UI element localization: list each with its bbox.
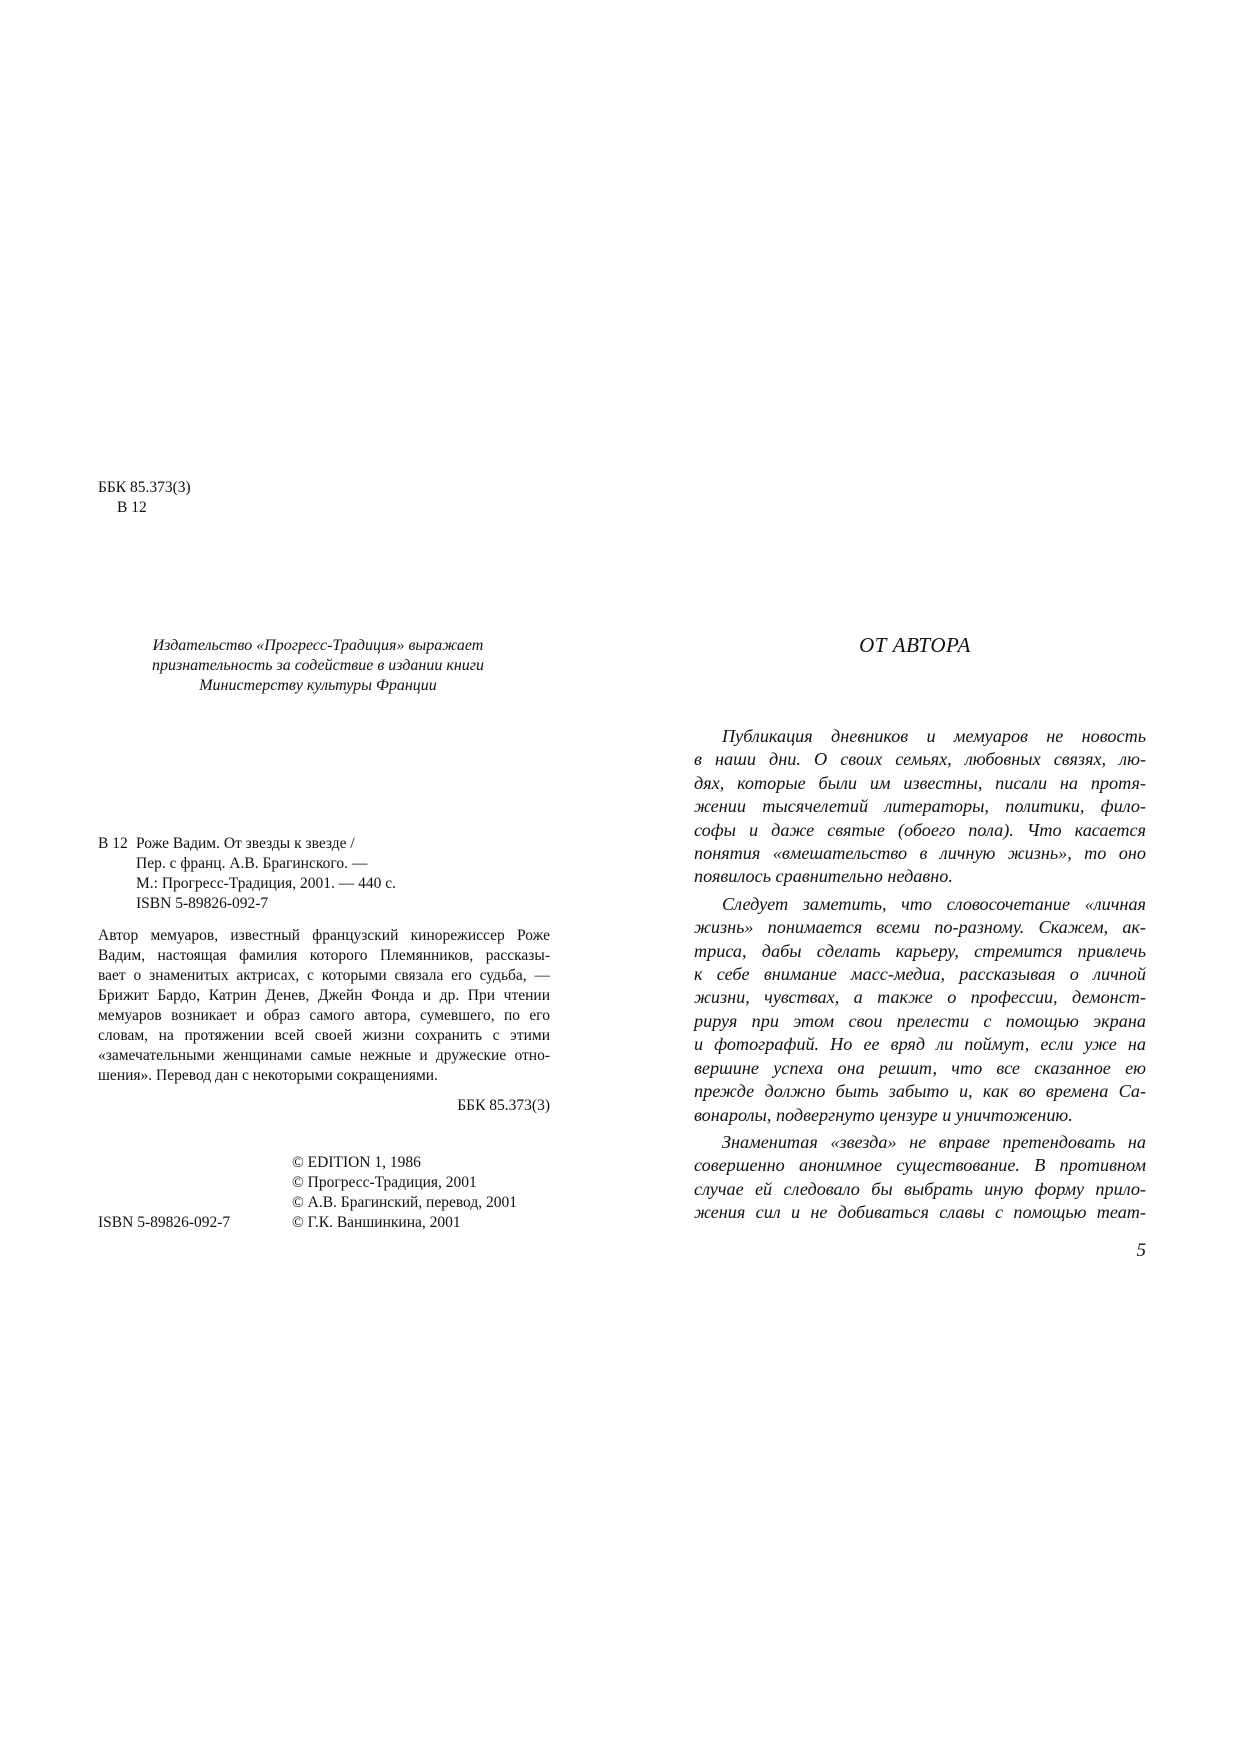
- annotation-line: мемуаров возникает и образ самого автора, сумевшего, по его: [98, 1007, 550, 1024]
- publisher-acknowledgement: [110, 636, 526, 696]
- annotation-line: вает о знаменитых актрисах, с которыми связала его судьба, —: [98, 967, 550, 984]
- text-line: и фотографий. Но ее вряд ли поймут, если уже на: [694, 1034, 1146, 1055]
- text-line: Публикация дневников и мемуаров не новость: [722, 726, 1146, 746]
- text-line: софы и даже святые (обоего пола). Что касается: [694, 819, 1146, 840]
- bibliographic-line: Роже Вадим. От звезды к звезде /: [136, 835, 355, 852]
- preface-text: [694, 725, 1146, 1225]
- annotation-line: словам, на протяжении всей своей жизни сохранить с этими: [98, 1027, 550, 1044]
- chapter-heading: ОТ АВТОРА: [859, 633, 971, 657]
- text-line: к себе внимание масс-медиа, рассказывая о личной: [694, 964, 1146, 985]
- paragraph: [694, 893, 1146, 1127]
- text-line: жении тысячелетий литераторы, политики, фило-: [694, 796, 1146, 817]
- text-line: вонаролы, подвергнуто цензуре и уничтожению.: [694, 1104, 1073, 1125]
- acknowledgement-line: Министерству культуры Франции: [199, 677, 437, 694]
- text-line: вершине успеха она решит, что все сказанное ею: [694, 1057, 1146, 1078]
- paragraph: [694, 1131, 1146, 1225]
- text-line: появилось сравнительно недавно.: [694, 866, 953, 887]
- copyright-block: [292, 1153, 517, 1233]
- acknowledgement-line: признательность за содействие в издании книги: [151, 657, 485, 674]
- text-line: рируя при этом свои прелести с помощью экрана: [694, 1010, 1146, 1031]
- text-line: совершенно анонимное существование. В противном: [694, 1155, 1146, 1176]
- bibliographic-line: Пер. с франц. А.В. Брагинского. —: [136, 855, 368, 872]
- copyright-line: © Прогресс-Традиция, 2001: [292, 1174, 477, 1191]
- annotation-line: Вадим, настоящая фамилия которого Племянников, рассказы-: [98, 947, 550, 964]
- bbk-classification-bottom: ББК 85.373(3): [457, 1097, 550, 1114]
- bbk-classification: ББК 85.373(3): [98, 479, 191, 496]
- text-line: прежде должно быть забыто и, как во времена Са-: [694, 1081, 1146, 1102]
- bibliographic-record: [136, 834, 396, 914]
- isbn: ISBN 5-89826-092-7: [98, 1214, 231, 1231]
- text-line: Знаменитая «звезда» не вправе претендовать на: [722, 1131, 1146, 1152]
- bibliographic-author-mark: В 12: [98, 835, 128, 852]
- acknowledgement-line: Издательство «Прогресс-Традиция» выражает: [152, 637, 484, 654]
- text-line: понятия «вмешательство в личную жизнь», то оно: [694, 843, 1146, 864]
- paragraph: [694, 725, 1146, 889]
- text-line: жизни, чувствах, а также о профессии, демонст-: [694, 987, 1146, 1008]
- bibliographic-line: М.: Прогресс-Традиция, 2001. — 440 с.: [136, 875, 396, 892]
- annotation-line: шения». Перевод дан с некоторыми сокращениями.: [98, 1067, 438, 1084]
- book-annotation: [98, 926, 550, 1086]
- text-line: Следует заметить, что словосочетание «личная: [722, 893, 1146, 914]
- annotation-line: Автор мемуаров, известный французский кинорежиссер Роже: [98, 927, 550, 944]
- text-line: жизнь» понимается всеми по-разному. Скажем, ак-: [694, 917, 1146, 938]
- text-line: в наши дни. О своих семьях, любовных связях, лю-: [694, 749, 1146, 770]
- annotation-line: Брижит Бардо, Катрин Денев, Джейн Фонда и др. При чтении: [98, 987, 550, 1004]
- bibliographic-line: ISBN 5-89826-092-7: [136, 895, 269, 912]
- text-line: триса, дабы сделать карьеру, стремится привлечь: [694, 940, 1146, 961]
- text-line: дях, которые были им известны, писали на протя-: [694, 772, 1146, 793]
- author-mark: В 12: [117, 499, 147, 516]
- page-number: 5: [1136, 1240, 1146, 1261]
- annotation-line: «замечательными женщинами самые нежные и дружеские отно-: [98, 1047, 550, 1064]
- copyright-line: © EDITION 1, 1986: [292, 1154, 421, 1171]
- copyright-line: © А.В. Брагинский, перевод, 2001: [292, 1194, 517, 1211]
- text-line: жения сил и не добиваться славы с помощью теат-: [694, 1202, 1146, 1223]
- text-line: случае ей следовало бы выбрать иную форму прило-: [694, 1178, 1146, 1199]
- copyright-line: © Г.К. Ваншинкина, 2001: [292, 1214, 461, 1231]
